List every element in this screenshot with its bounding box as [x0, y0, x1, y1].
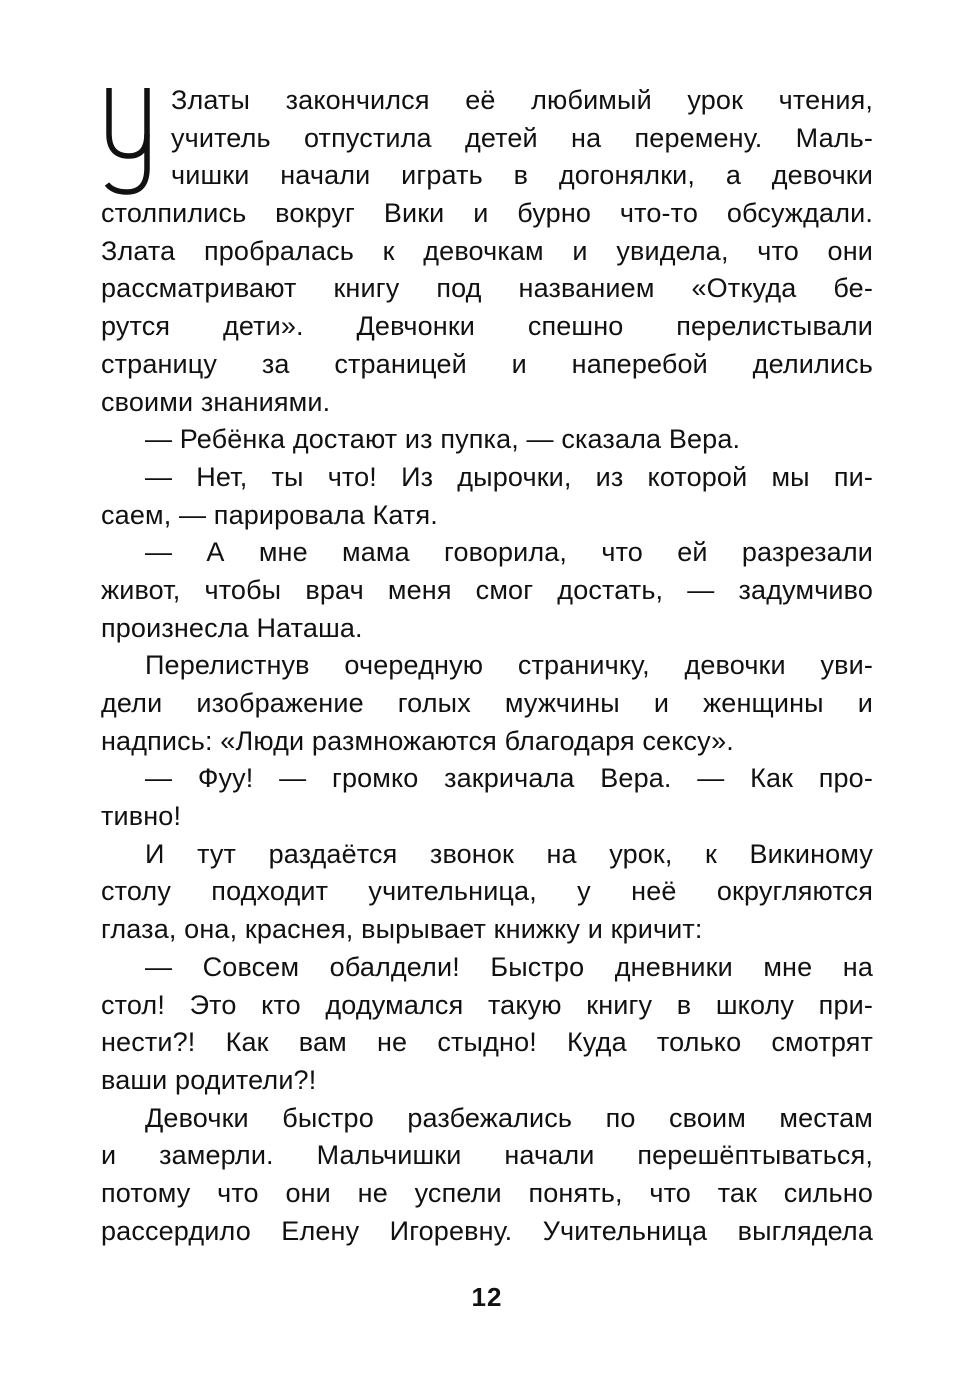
- text-line: тивно!: [101, 801, 182, 832]
- text-line: ваши родители?!: [101, 1064, 317, 1095]
- text-line: — Ребёнка достают из пупка, — сказала Вера.: [145, 424, 741, 455]
- body-text: [101, 82, 873, 1250]
- text-line: стол! Это кто додумался такую книгу в школу при-: [101, 989, 873, 1020]
- text-line: — Нет, ты что! Из дырочки, из которой мы пи-: [145, 461, 873, 492]
- text-line: произнесла Наташа.: [101, 612, 363, 643]
- text-line: и замерли. Мальчишки начали перешёптываться,: [101, 1140, 873, 1171]
- text-line: Златы закончился её любимый урок чтения,: [171, 85, 873, 115]
- text-line: — Совсем обалдели! Быстро дневники мне на: [145, 951, 873, 982]
- text-line: своими знаниями.: [101, 386, 331, 417]
- text-line: рассматривают книгу под названием «Откуда бе-: [101, 273, 873, 304]
- text-line: живот, чтобы врач меня смог достать, — задумчиво: [101, 574, 873, 605]
- text-line: Девочки быстро разбежались по своим местам: [145, 1102, 873, 1133]
- text-line: Злата пробралась к девочкам и увидела, что они: [101, 235, 873, 266]
- text-line: — А мне мама говорила, что ей разрезали: [145, 537, 873, 568]
- text-line: Перелистнув очередную страничку, девочки уви-: [145, 650, 873, 681]
- text-line: рассердило Елену Игоревну. Учительница выглядела: [101, 1215, 873, 1246]
- text-line: учитель отпустила детей на перемену. Маль-: [171, 122, 873, 153]
- text-line: страницу за страницей и наперебой делились: [101, 348, 873, 379]
- text-line: дели изображение голых мужчины и женщины и: [101, 688, 873, 718]
- text-line: глаза, она, краснея, вырывает книжку и кричит:: [101, 914, 703, 945]
- text-line: потому что они не успели понять, что так сильно: [101, 1177, 873, 1208]
- text-line: И тут раздаётся звонок на урок, к Викиному: [145, 838, 873, 869]
- text-line: столпились вокруг Вики и бурно что-то обсуждали.: [101, 198, 873, 229]
- text-line: нести?! Как вам не стыдно! Куда только смотрят: [101, 1027, 873, 1058]
- text-line: чишки начали играть в догонялки, а девочки: [171, 160, 873, 191]
- text-line: надпись: «Люди размножаются благодаря сексу».: [101, 725, 734, 756]
- text-line: рутся дети». Девчонки спешно перелистывали: [101, 311, 873, 342]
- text-line: саем, — парировала Катя.: [101, 499, 438, 530]
- text-line: столу подходит учительница, у неё округляются: [101, 876, 873, 907]
- page-number: 12: [471, 1282, 503, 1312]
- text-line: — Фуу! — громко закричала Вера. — Как про-: [145, 763, 873, 794]
